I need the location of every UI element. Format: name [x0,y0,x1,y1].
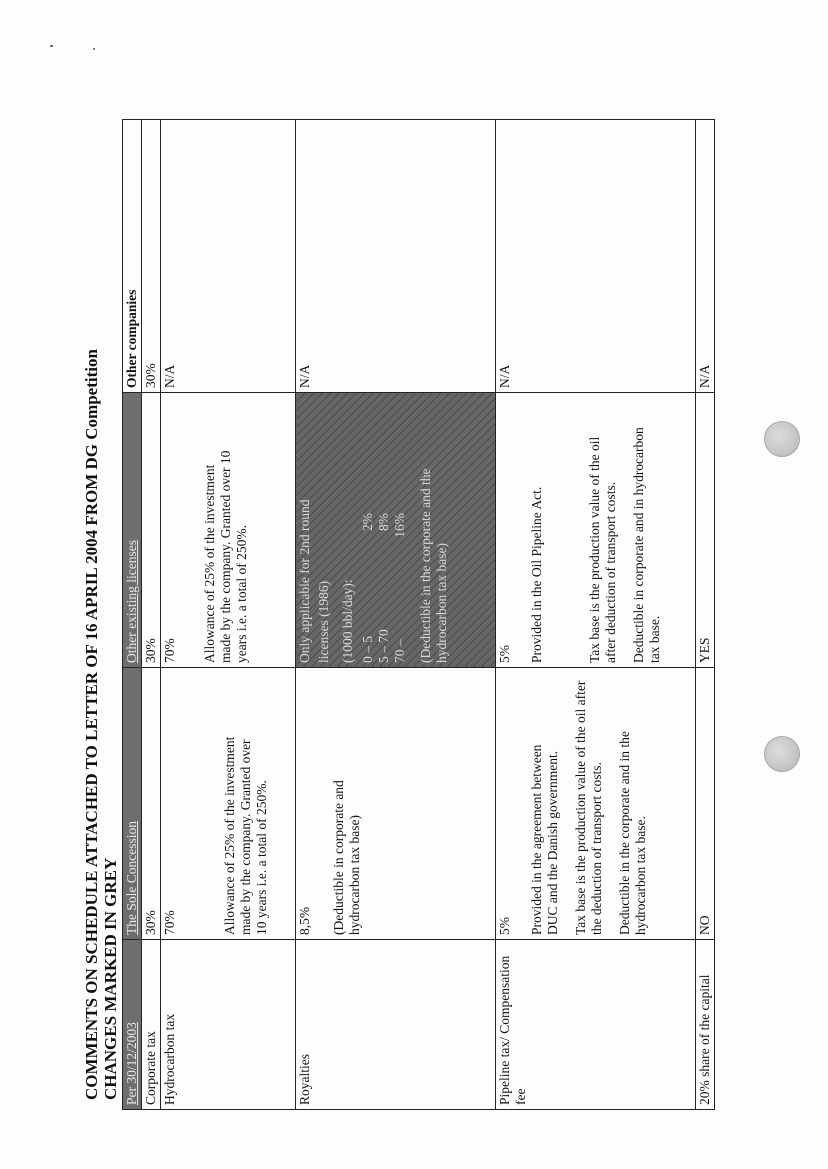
hydrocarbon-existing-note: Allowance of 25% of the investment made by the company. Granted over 10 years i.e. a total of 250%. [202,450,249,663]
royalties-existing-line-1: Only applicable for 2nd round [297,499,312,663]
cell-pipeline-sole [496,668,696,940]
cell-capital-sole: NO [696,668,715,940]
pipeline-existing-note-1: Provided in the Oil Pipeline Act. [529,486,544,663]
table-row-royalties [296,120,496,1110]
royalties-sole-note: (Deductible in corporate and hydrocarbon tax base) [331,780,362,935]
pipeline-existing-note-3: Deductible in corporate and in hydrocarbon tax base. [631,427,662,663]
cell-hydrocarbon-existing [161,393,296,668]
table-row-hydrocarbon-tax [161,120,296,1110]
cell-royalties-existing-changed [296,393,496,668]
table-row-corporate-tax [142,120,161,1110]
royalties-sole-rate: 8,5% [297,906,312,935]
row-label-corporate-tax: Corporate tax [142,940,161,1110]
rate-range: 70 – [392,639,407,663]
pipeline-sole-note-1: Provided in the agreement between DUC and the Danish government. [529,744,560,935]
cell-hydrocarbon-other: N/A [161,120,296,393]
rate-range: 0 – 5 [360,636,375,663]
hydrocarbon-sole-rate: 70% [162,910,177,935]
header-other-existing-licenses: Other existing licenses [123,393,142,668]
royalties-existing-note: (Deductible in the corporate and the hydrocarbon tax base) [418,468,449,663]
royalties-existing-line-2: licenses (1986) [316,580,331,663]
rate-range: 5 – 70 [376,629,391,663]
header-sole-concession: The Sole Concession [123,668,142,940]
cell-corporate-sole: 30% [142,668,161,940]
pipeline-sole-note-3: Deductible in the corporate and in the hydrocarbon tax base. [617,731,648,935]
table-row-capital-share [696,120,715,1110]
row-label-hydrocarbon-tax: Hydrocarbon tax [161,940,296,1110]
cell-corporate-other: 30% [142,120,161,393]
row-label-pipeline: Pipeline tax/ Compensation fee [496,940,696,1110]
cell-hydrocarbon-sole [161,668,296,940]
title-line-1: COMMENTS ON SCHEDULE ATTACHED TO LETTER OF 16 APRIL 2004 FROM DG Competition [82,349,101,1100]
pipeline-existing-rate: 5% [497,645,512,663]
hydrocarbon-existing-rate: 70% [162,638,177,663]
cell-pipeline-existing [496,393,696,668]
rate-value: 2% [360,513,375,531]
cell-capital-other: N/A [696,120,715,393]
header-other-companies: Other companies [123,120,142,393]
title-line-2: CHANGES MARKED IN GREY [101,857,120,1100]
rate-row [360,513,376,663]
rotated-document [80,10,780,1110]
rate-row [392,513,408,663]
cell-pipeline-other: N/A [496,120,696,393]
royalties-existing-line-3: (1000 bbl/day): [340,579,355,663]
row-label-capital-share: 20% share of the capital [696,940,715,1110]
hydrocarbon-sole-note: Allowance of 25% of the investment made by the company. Granted over 10 years i.e. a total of 250%. [222,736,269,935]
cell-corporate-existing: 30% [142,393,161,668]
rate-value: 16% [392,513,407,538]
rate-row [376,513,392,663]
table-row-pipeline [496,120,696,1110]
tax-schedule-table [122,119,715,1110]
royalties-rate-table [360,397,408,663]
rate-value: 8% [376,513,391,531]
row-label-royalties: Royalties [296,940,496,1110]
scan-speck [50,45,53,47]
header-per-date: Per 30/12/2003 [123,940,142,1110]
document-title [82,100,120,1100]
cell-royalties-other: N/A [296,120,496,393]
pipeline-existing-note-2: Tax base is the production value of the oil after deduction of transport costs. [587,436,618,663]
pipeline-sole-note-2: Tax base is the production value of the oil after the deduction of transport costs. [573,680,604,935]
table-header-row [123,120,142,1110]
pipeline-sole-rate: 5% [497,917,512,935]
cell-royalties-sole [296,668,496,940]
cell-capital-existing: YES [696,393,715,668]
